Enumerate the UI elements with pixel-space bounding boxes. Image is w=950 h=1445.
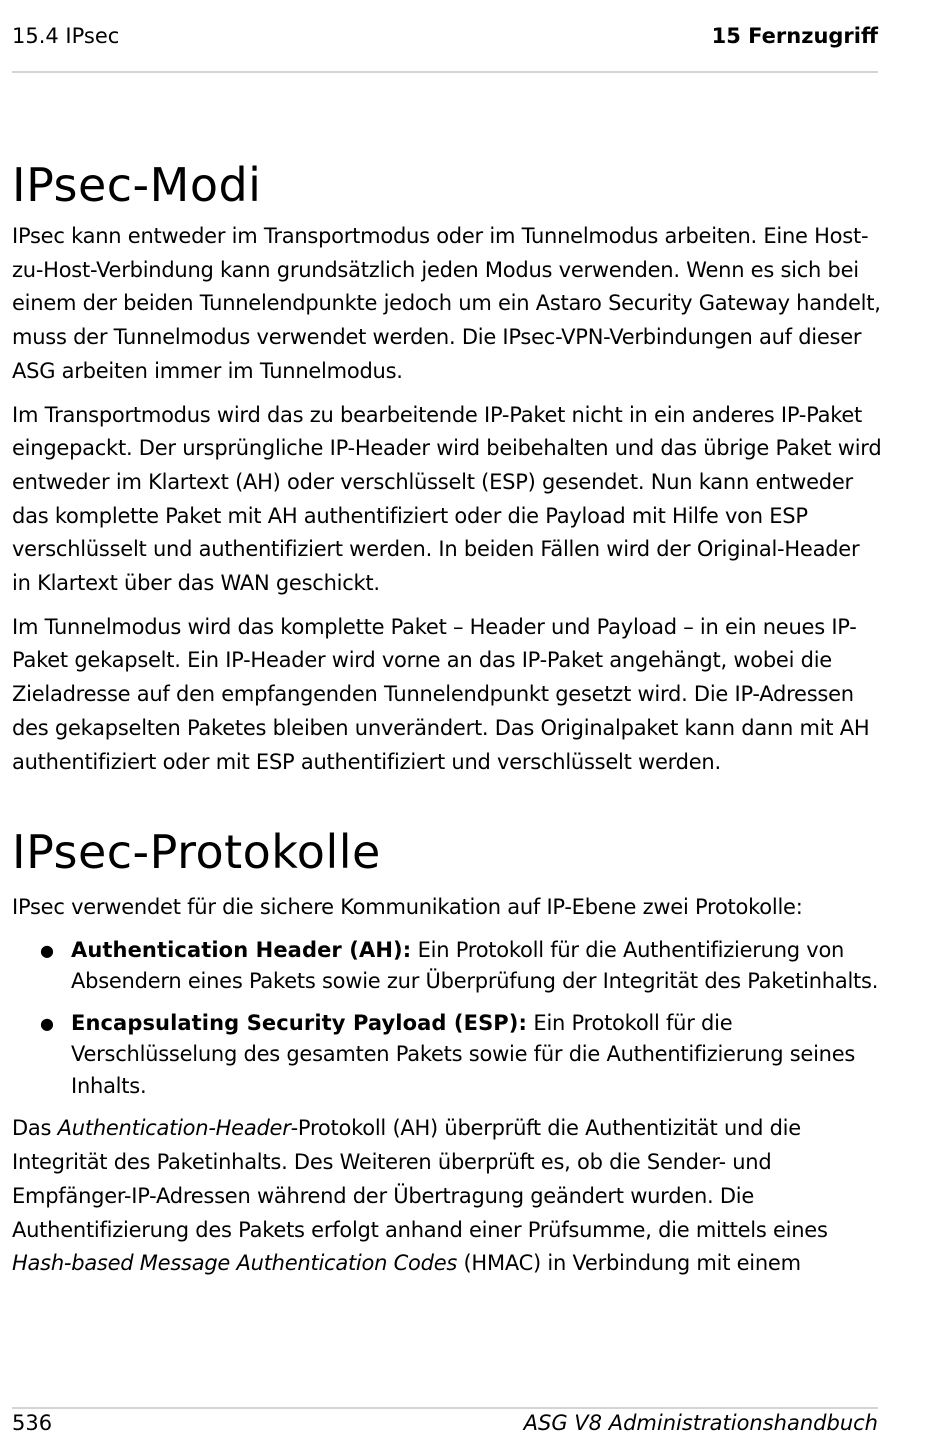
- running-footer: [12, 1411, 878, 1441]
- term-esp: Encapsulating Security Payload (ESP):: [71, 1010, 527, 1035]
- bullet-icon: ●: [40, 1013, 54, 1033]
- heading-ipsec-protocols: IPsec-Protokolle: [12, 825, 381, 880]
- list-item: [12, 935, 884, 998]
- ah-text-part-1: Das: [12, 1116, 58, 1141]
- ah-text-part-3: (HMAC) in Verbindung mit einem: [457, 1251, 801, 1276]
- protocol-list: [12, 935, 884, 1103]
- term-ah: Authentication Header (AH):: [71, 937, 412, 962]
- page-content: [12, 150, 884, 1291]
- paragraph-protocols-intro: IPsec verwendet für die sichere Kommunikation auf IP-Ebene zwei Protokolle:: [12, 895, 803, 920]
- ah-term-italic: Authentication-Header: [57, 1116, 291, 1141]
- header-section: 15.4 IPsec: [12, 24, 120, 48]
- paragraph-modes-intro: IPsec kann entweder im Transportmodus oder im Tunnelmodus arbeiten. Eine Host-zu-Host-Verbindung kann grundsätzlich jeden Modus verwenden. Wenn es sich bei einem der beiden Tunnelendpunkte jedoch um ein Astaro Security Gateway handelt, muss der Tunnelmodus verwendet werden. Die IPsec-VPN-Verbindungen auf dieser ASG arbeiten immer im Tunnelmodus.: [12, 224, 881, 383]
- list-item: [12, 1008, 884, 1103]
- hmac-term-italic: Hash-based Message Authentication Codes: [12, 1251, 458, 1276]
- ah-text-part-2: -Protokoll (AH) überprüft die Authentizität und die Integrität des Paketinhalts. Des Weiteren überprüft es, ob die Sender- und Empfänger-IP-Adressen während der Übertragung geändert wurden. Die Authentifizierung des Pakets erfolgt anhand einer Prüfsumme, die mittels eines: [12, 1116, 828, 1242]
- paragraph-tunnel-mode: Im Tunnelmodus wird das komplette Paket – Header und Payload – in ein neues IP-Paket gekapselt. Ein IP-Header wird vorne an das IP-Paket angehängt, wobei die Zieladresse auf den empfangenden Tunnelendpunkt gesetzt wird. Die IP-Adressen des gekapselten Paketes bleiben unverändert. Das Originalpaket kann dann mit AH authentifiziert oder mit ESP authentifiziert und verschlüsselt werden.: [12, 614, 870, 774]
- description-esp: Ein Protokoll für die Verschlüsselung des gesamten Pakets sowie für die Authentifizierung seines Inhalts.: [71, 1010, 856, 1098]
- footer-divider: [12, 1407, 878, 1409]
- heading-ipsec-modes: IPsec-Modi: [12, 158, 262, 212]
- bullet-icon: ●: [40, 940, 54, 960]
- book-title: ASG V8 Administrationshandbuch: [523, 1411, 878, 1435]
- page-number: 536: [12, 1411, 53, 1435]
- paragraph-ah-details: [12, 1112, 884, 1281]
- header-divider: [12, 71, 878, 73]
- paragraph-transport-mode: Im Transportmodus wird das zu bearbeitende IP-Paket nicht in ein anderes IP-Paket eingepackt. Der ursprüngliche IP-Header wird beibehalten und das übrige Paket wird entweder im Klartext (AH) oder verschlüsselt (ESP) gesendet. Nun kann entweder das komplette Paket mit AH authentifiziert oder die Payload mit Hilfe von ESP verschlüsselt und authentifiziert werden. In beiden Fällen wird der Original-Header in Klartext über das WAN geschickt.: [12, 402, 882, 596]
- running-header: [12, 22, 878, 56]
- header-chapter: 15 Fernzugriff: [711, 24, 878, 48]
- description-ah: Ein Protokoll für die Authentifizierung von Absendern eines Pakets sowie zur Überprüfung der Integrität des Paketinhalts.: [71, 937, 879, 994]
